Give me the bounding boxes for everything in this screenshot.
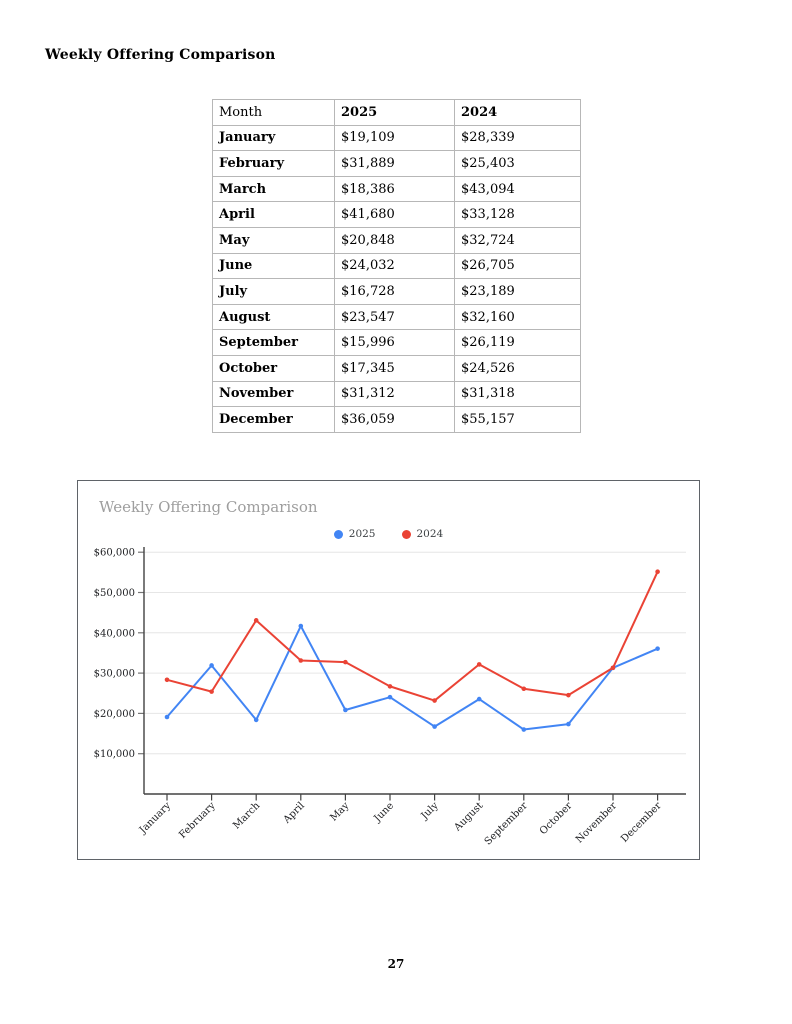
cell-month: December	[213, 407, 335, 433]
table-row	[213, 381, 581, 407]
y-axis-label: $20,000	[93, 708, 135, 720]
data-point-2024	[299, 658, 304, 663]
column-header-2025: 2025	[335, 100, 455, 126]
data-point-2024	[522, 686, 527, 691]
x-axis-label: April	[281, 800, 307, 826]
data-point-2025	[477, 697, 482, 702]
table-row	[213, 202, 581, 228]
data-point-2025	[343, 708, 348, 713]
cell-month: October	[213, 355, 335, 381]
cell-2024: $23,189	[455, 279, 581, 305]
cell-month: November	[213, 381, 335, 407]
cell-2024: $24,526	[455, 355, 581, 381]
column-header-month: Month	[213, 100, 335, 126]
table-header-row	[213, 100, 581, 126]
data-point-2024	[566, 693, 571, 698]
cell-2025: $17,345	[335, 355, 455, 381]
chart-title: Weekly Offering Comparison	[99, 498, 318, 516]
cell-2025: $16,728	[335, 279, 455, 305]
x-axis-label: August	[452, 800, 486, 834]
table-row	[213, 227, 581, 253]
data-point-2024	[165, 677, 170, 682]
x-axis-label: January	[137, 800, 174, 836]
data-point-2025	[165, 715, 170, 720]
offering-comparison-table	[212, 99, 581, 433]
table-row	[213, 176, 581, 202]
table-row	[213, 355, 581, 381]
cell-month: April	[213, 202, 335, 228]
data-point-2024	[611, 665, 616, 670]
table-row	[213, 151, 581, 177]
y-axis-label: $10,000	[93, 749, 135, 761]
cell-2025: $41,680	[335, 202, 455, 228]
cell-month: September	[213, 330, 335, 356]
line-chart-frame	[77, 480, 700, 860]
cell-2024: $43,094	[455, 176, 581, 202]
x-axis-label: November	[573, 800, 620, 846]
data-point-2025	[655, 646, 660, 651]
cell-2024: $31,318	[455, 381, 581, 407]
data-point-2024	[432, 698, 437, 703]
y-axis-label: $50,000	[93, 588, 135, 599]
x-axis-label: March	[231, 800, 263, 832]
data-point-2025	[388, 695, 393, 700]
legend-label: 2024	[416, 528, 444, 540]
legend-label: 2025	[348, 528, 376, 540]
x-axis-label: July	[419, 800, 441, 822]
data-point-2024	[343, 660, 348, 665]
data-point-2025	[566, 722, 571, 727]
series-line-2024	[167, 572, 658, 701]
cell-2024: $26,705	[455, 253, 581, 279]
cell-2024: $26,119	[455, 330, 581, 356]
x-axis-label: May	[328, 800, 352, 824]
cell-month: January	[213, 125, 335, 151]
cell-month: February	[213, 151, 335, 177]
data-point-2025	[432, 724, 437, 729]
data-point-2025	[299, 624, 304, 629]
cell-month: March	[213, 176, 335, 202]
document-heading: Weekly Offering Comparison	[45, 47, 276, 63]
line-chart	[78, 481, 699, 859]
y-axis-label: $40,000	[93, 628, 135, 640]
data-point-2024	[477, 662, 482, 667]
data-point-2024	[655, 569, 660, 574]
cell-2024: $55,157	[455, 407, 581, 433]
cell-2024: $32,160	[455, 304, 581, 330]
cell-month: August	[213, 304, 335, 330]
series-line-2025	[167, 626, 658, 730]
cell-2024: $33,128	[455, 202, 581, 228]
x-axis-label: September	[482, 800, 530, 848]
cell-2025: $19,109	[335, 125, 455, 151]
cell-2025: $23,547	[335, 304, 455, 330]
cell-2025: $36,059	[335, 407, 455, 433]
x-axis-label: June	[372, 800, 397, 825]
x-axis-label: October	[537, 800, 575, 838]
page-number: 27	[387, 957, 405, 971]
table-row	[213, 304, 581, 330]
table-row	[213, 253, 581, 279]
data-point-2024	[254, 618, 259, 623]
x-axis-label: February	[177, 800, 218, 841]
table-row	[213, 407, 581, 433]
cell-month: June	[213, 253, 335, 279]
cell-2024: $28,339	[455, 125, 581, 151]
table-row	[213, 330, 581, 356]
cell-month: July	[213, 279, 335, 305]
data-point-2024	[388, 684, 393, 689]
cell-2025: $15,996	[335, 330, 455, 356]
cell-2025: $31,889	[335, 151, 455, 177]
data-point-2024	[209, 689, 214, 694]
cell-2025: $31,312	[335, 381, 455, 407]
cell-2024: $32,724	[455, 227, 581, 253]
data-point-2025	[522, 727, 527, 732]
y-axis-label: $30,000	[93, 668, 135, 680]
table-row	[213, 279, 581, 305]
cell-month: May	[213, 227, 335, 253]
cell-2024: $25,403	[455, 151, 581, 177]
data-point-2025	[254, 718, 259, 723]
x-axis-label: December	[619, 800, 664, 845]
y-axis-label: $60,000	[93, 547, 135, 559]
table-row	[213, 125, 581, 151]
cell-2025: $20,848	[335, 227, 455, 253]
data-point-2025	[209, 663, 214, 668]
column-header-2024: 2024	[455, 100, 581, 126]
cell-2025: $18,386	[335, 176, 455, 202]
cell-2025: $24,032	[335, 253, 455, 279]
